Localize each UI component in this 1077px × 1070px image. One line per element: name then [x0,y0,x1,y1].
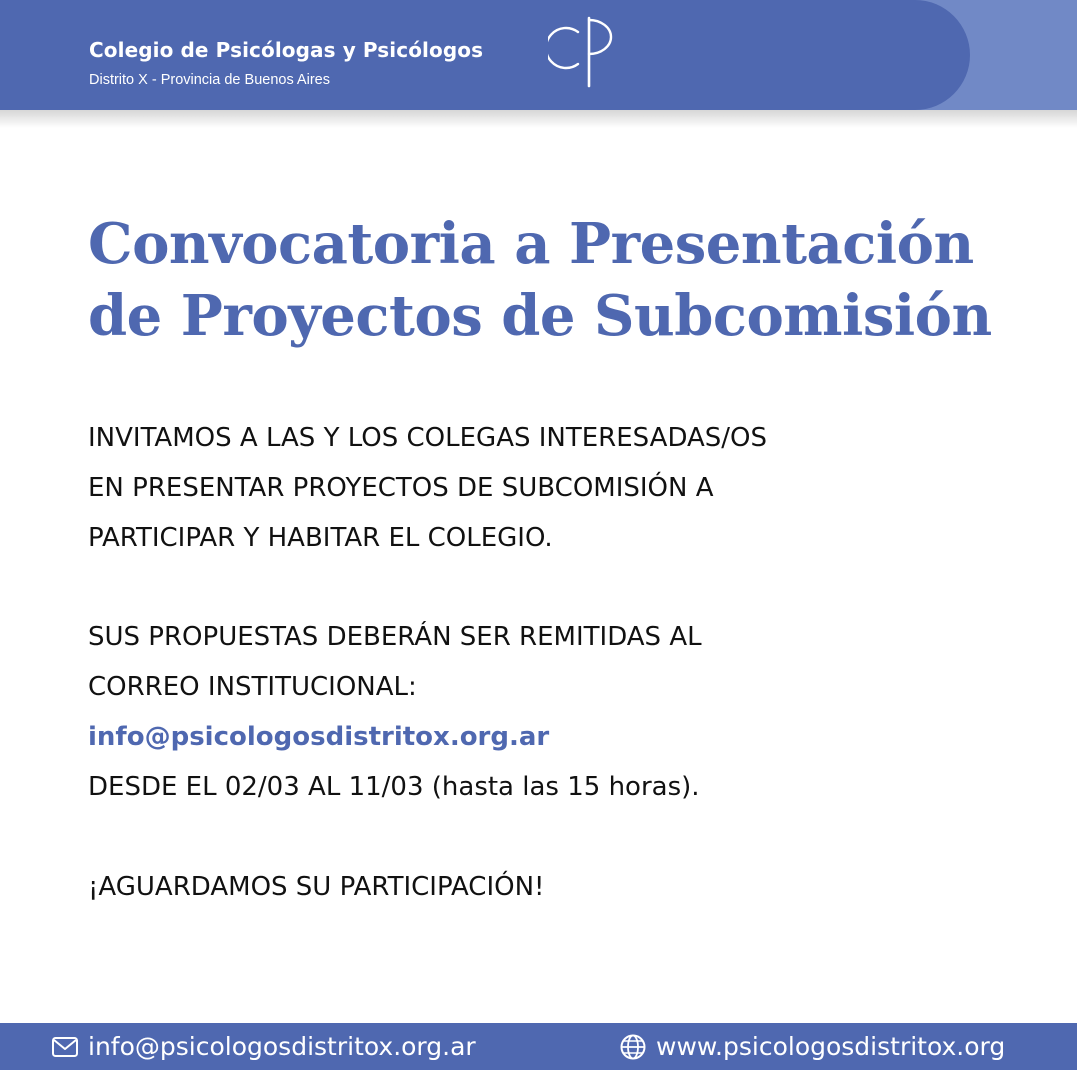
envelope-icon [50,1032,80,1062]
footer-email-text: info@psicologosdistritox.org.ar [88,1032,476,1061]
footer-email-link[interactable] [50,1023,476,1070]
cp-monogram-icon [548,14,628,90]
header-banner [0,0,970,110]
closing-paragraph [88,862,544,912]
invitation-line-2: EN PRESENTAR PROYECTOS DE SUBCOMISIÓN A [88,473,714,503]
invitation-line-1: INVITAMOS A LAS Y LOS COLEGAS INTERESADAS/OS [88,423,768,453]
globe-icon [618,1032,648,1062]
institutional-email-link[interactable]: info@psicologosdistritox.org.ar [88,722,550,752]
submission-dates: DESDE EL 02/03 AL 11/03 (hasta las 15 horas). [88,772,700,802]
footer-website-link[interactable] [618,1023,1005,1070]
submission-line-2: CORREO INSTITUCIONAL: [88,672,417,702]
footer-website-text: www.psicologosdistritox.org [656,1032,1006,1061]
invitation-paragraph [88,413,767,563]
closing-text: ¡AGUARDAMOS SU PARTICIPACIÓN! [88,872,545,902]
submission-paragraph [88,612,702,812]
footer-bar [0,1023,1077,1070]
page-title [88,208,992,352]
title-line-2: de Proyectos de Subcomisión [88,283,992,349]
org-subtitle: Distrito X - Provincia de Buenos Aires [89,72,330,88]
title-line-1: Convocatoria a Presentación [88,211,974,277]
invitation-line-3: PARTICIPAR Y HABITAR EL COLEGIO. [88,523,553,553]
header-shadow [0,110,1077,128]
org-name: Colegio de Psicólogas y Psicólogos [89,38,484,62]
submission-line-1: SUS PROPUESTAS DEBERÁN SER REMITIDAS AL [88,622,702,652]
